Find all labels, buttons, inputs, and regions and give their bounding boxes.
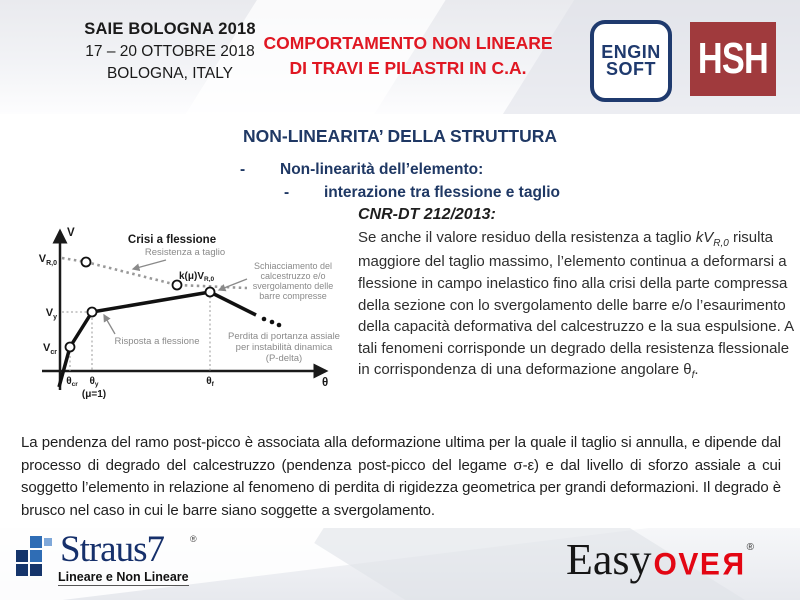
cnr-heading: CNR-DT 212/2013: xyxy=(358,206,496,223)
bullet-element xyxy=(240,161,483,179)
easyover-logo xyxy=(566,534,752,584)
marker-vy xyxy=(88,308,97,317)
shear-flexure-diagram xyxy=(26,222,350,420)
slide-title xyxy=(243,31,573,82)
easyover-registered-mark: ® xyxy=(746,542,754,553)
schiacciamento-label-line: Schiacciamento del xyxy=(253,261,333,271)
x-axis-label: θ xyxy=(322,377,329,389)
schiacciamento-label-line: calcestruzzo e/o xyxy=(260,271,326,281)
mu1-label: (μ=1) xyxy=(81,389,107,400)
slide-title-line2: DI TRAVI E PILASTRI IN C.A. xyxy=(289,58,527,79)
bullet-dash: - xyxy=(284,184,290,201)
resistenza-arrow xyxy=(133,260,166,269)
kmu-vr0-label: $k(\mu)V_{R,0}$ xyxy=(179,271,215,283)
pdelta-label-line: (P-delta) xyxy=(265,353,303,364)
kv-symbol: kV xyxy=(695,229,714,246)
cnr-text-block xyxy=(358,206,796,384)
diagram-title: Crisi a flessione xyxy=(127,234,217,246)
straus7-wordmark: Straus7 xyxy=(60,529,164,570)
bullet-text: interazione tra flessione e taglio xyxy=(324,184,561,201)
straus7-logo xyxy=(14,529,234,590)
pdelta-label-line: per instabilità dinamica xyxy=(235,342,333,353)
enginsoft-logo-line2: SOFT xyxy=(606,59,656,79)
hsh-logo-text: HSH xyxy=(697,34,769,83)
resistenza-label: Resistenza a taglio xyxy=(144,247,226,258)
marker-vr0 xyxy=(82,258,91,267)
cnr-body-text: Se anche il valore residuo della resistenza a taglio xyxy=(358,229,696,246)
bullet-text: Non-linearità dell’elemento: xyxy=(280,161,484,178)
marker-vcr xyxy=(66,343,75,352)
bullet-dash: - xyxy=(240,161,246,178)
vy-label: $V_y$ xyxy=(45,307,57,321)
event-name: SAIE BOLOGNA 2018 xyxy=(84,20,256,38)
bottom-paragraph: La pendenza del ramo post-picco è associata alla deformazione ultima per la quale il taglio si annulla, e dipende dal processo di degrado del calcestruzzo (pendenza post-picco del legame σ-ε) e dal livello di sforzo assiale a cui soggetto l’elemento in relazione al fenomeno di perdita di rigidezza geometrica per grandi deformazioni. Il degrado è brusco nel caso in cui le barre siano soggette a svergolamento. xyxy=(21,434,781,519)
bullet-sub-element xyxy=(284,184,560,202)
easyover-mirrored-r: R xyxy=(721,547,745,582)
cnr-body-text: risulta maggiore del taglio massimo, l’elemento continua a deformarsi a flessione in campo inelastico fino alla crisi della parte compressa della sezione con lo svergolamento delle barre e/o l’esaurimento della capacità deformativa del calcestruzzo e la sua espulsione. A tali fenomeni corrisponde un degrado della resistenza flessionale in corrispondenza di una deformazione angolare xyxy=(358,229,794,379)
theta-cr-label: $\theta_{cr}$ xyxy=(66,376,78,388)
hsh-logo xyxy=(690,22,776,96)
event-dates: 17 – 20 OTTOBRE 2018 xyxy=(85,43,255,60)
slide-title-line1: COMPORTAMENTO NON LINEARE xyxy=(263,33,553,53)
schiacciamento-label-line: barre compresse xyxy=(259,291,327,301)
vcr-label: $V_{cr}$ xyxy=(43,342,57,356)
schiacciamento-label-line: svergolamento delle xyxy=(252,281,334,291)
theta-symbol: θ xyxy=(683,361,692,379)
pdelta-label-line: Perdita di portanza assiale xyxy=(228,331,340,342)
enginsoft-logo xyxy=(590,20,672,102)
straus7-registered-mark: ® xyxy=(190,534,197,544)
cnr-body-text: . xyxy=(694,361,699,379)
risposta-label: Risposta a flessione xyxy=(114,336,200,347)
theta-subscript: f xyxy=(691,370,695,382)
marker-peak xyxy=(206,288,215,297)
y-axis-label: V xyxy=(67,227,75,239)
curve-continuation-dot xyxy=(277,323,282,328)
theta-y-label: $\theta_y$ xyxy=(89,376,99,388)
section-title: NON-LINEARITA’ DELLA STRUTTURA xyxy=(242,126,557,146)
curve-continuation-dot xyxy=(262,317,267,322)
curve-continuation-dot xyxy=(270,320,275,325)
enginsoft-logo-line1: ENGIN xyxy=(601,41,661,62)
straus7-tagline: Lineare e Non Lineare xyxy=(58,570,189,584)
risposta-arrow xyxy=(104,315,115,334)
kv-subscript: R,0 xyxy=(713,238,729,249)
straus7-grid-icon xyxy=(16,536,58,578)
easyover-easy-text: Easy xyxy=(566,535,652,584)
theta-f-label: $\theta_f$ xyxy=(206,376,214,388)
easyover-over-text: OVER xyxy=(653,547,745,582)
event-location: BOLOGNA, ITALY xyxy=(106,65,234,82)
vr0-label: $V_{R,0}$ xyxy=(38,253,57,267)
cnr-body xyxy=(358,227,796,384)
